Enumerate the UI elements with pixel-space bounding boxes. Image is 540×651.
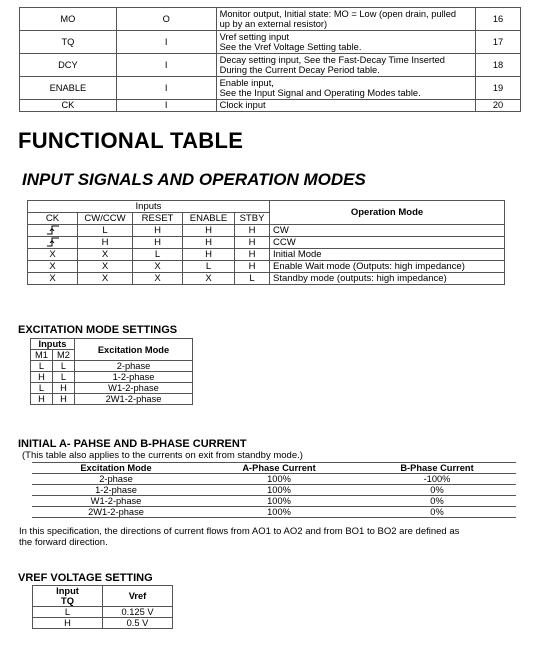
pin-number: 19: [476, 77, 521, 100]
table-row: X X X X L Standby mode (outputs: high impedance): [28, 273, 505, 285]
pin-description: Enable input, See the Input Signal and Operating Modes table.: [216, 77, 475, 100]
table-row: H 0.5 V: [33, 618, 173, 629]
col-reset: RESET: [133, 213, 183, 225]
pin-description: Vref setting input See the Vref Voltage Setting table.: [216, 31, 475, 54]
pin-number: 18: [476, 54, 521, 77]
table-row: [20, 8, 521, 31]
pin-number: 17: [476, 31, 521, 54]
col-ck: CK: [28, 213, 78, 225]
functional-table-heading: FUNCTIONAL TABLE: [18, 128, 244, 153]
pin-io: I: [116, 31, 216, 54]
col-stby: STBY: [235, 213, 270, 225]
table-row: W1-2-phase 100% 0%: [32, 496, 516, 507]
table-row: X X X L H Enable Wait mode (Outputs: high impedance): [28, 261, 505, 273]
pin-name: CK: [20, 100, 117, 112]
pin-name: DCY: [20, 54, 117, 77]
pin-description: Clock input: [216, 100, 475, 112]
pin-description: Decay setting input, See the Fast-Decay Time Inserted During the Current Decay Period table.: [216, 54, 475, 77]
vref-heading: VREF VOLTAGE SETTING: [18, 572, 153, 584]
pin-name: TQ: [20, 31, 117, 54]
pin-name: MO: [20, 8, 117, 31]
input-tq-header: Input TQ: [33, 586, 103, 607]
col-a-phase: A-Phase Current: [200, 463, 358, 474]
pin-description: Monitor output, Initial state: MO = Low (open drain, pulled up by an external resistor): [216, 8, 475, 31]
col-cw-ccw: CW/CCW: [78, 213, 133, 225]
col-m2: M2: [53, 350, 75, 361]
direction-note: In this specification, the directions of current flows from AO1 to AO2 and from BO1 to BO2 are defined as the forward direction.: [19, 526, 460, 548]
col-m1: M1: [31, 350, 53, 361]
pin-name: ENABLE: [20, 77, 117, 100]
pin-description-table: [19, 7, 521, 112]
col-enable: ENABLE: [183, 213, 235, 225]
vref-table: [32, 585, 173, 629]
excitation-mode-header: Excitation Mode: [75, 339, 193, 361]
table-row: H H H H CCW: [28, 237, 505, 249]
rising-edge-icon: [28, 225, 78, 237]
table-row: X X L H H Initial Mode: [28, 249, 505, 261]
initial-current-table: [32, 462, 516, 518]
operation-mode: CW: [270, 225, 505, 237]
operation-mode: Enable Wait mode (Outputs: high impedance): [270, 261, 505, 273]
pin-io: I: [116, 54, 216, 77]
col-excitation-mode: Excitation Mode: [32, 463, 200, 474]
operation-mode: Standby mode (outputs: high impedance): [270, 273, 505, 285]
input-signals-table: [27, 200, 505, 285]
table-row: [20, 31, 521, 54]
table-row: L L 2-phase: [31, 361, 193, 372]
pin-io: I: [116, 100, 216, 112]
inputs-header: Inputs: [28, 201, 270, 213]
table-row: [20, 77, 521, 100]
table-row: [20, 54, 521, 77]
table-row: [20, 100, 521, 112]
operation-mode: CCW: [270, 237, 505, 249]
operation-mode-header: Operation Mode: [270, 201, 505, 225]
table-row: 1-2-phase 100% 0%: [32, 485, 516, 496]
initial-current-subtitle: (This table also applies to the currents on exit from standby mode.): [22, 450, 303, 461]
pin-io: I: [116, 77, 216, 100]
excitation-heading: EXCITATION MODE SETTINGS: [18, 324, 178, 336]
operation-mode: Initial Mode: [270, 249, 505, 261]
table-row: 2W1-2-phase 100% 0%: [32, 507, 516, 518]
inputs-header: Inputs: [31, 339, 75, 350]
table-row: 2-phase 100% -100%: [32, 474, 516, 485]
table-row: L 0.125 V: [33, 607, 173, 618]
table-row: H L 1-2-phase: [31, 372, 193, 383]
pin-number: 20: [476, 100, 521, 112]
table-row: H H 2W1-2-phase: [31, 394, 193, 405]
rising-edge-icon: [28, 237, 78, 249]
input-signals-heading: INPUT SIGNALS AND OPERATION MODES: [22, 170, 366, 189]
table-row: L H W1-2-phase: [31, 383, 193, 394]
excitation-table: [30, 338, 193, 405]
col-b-phase: B-Phase Current: [358, 463, 516, 474]
vref-header: Vref: [103, 586, 173, 607]
pin-io: O: [116, 8, 216, 31]
pin-number: 16: [476, 8, 521, 31]
table-row: L H H H CW: [28, 225, 505, 237]
initial-current-heading: INITIAL A- PAHSE AND B-PHASE CURRENT: [18, 438, 247, 450]
